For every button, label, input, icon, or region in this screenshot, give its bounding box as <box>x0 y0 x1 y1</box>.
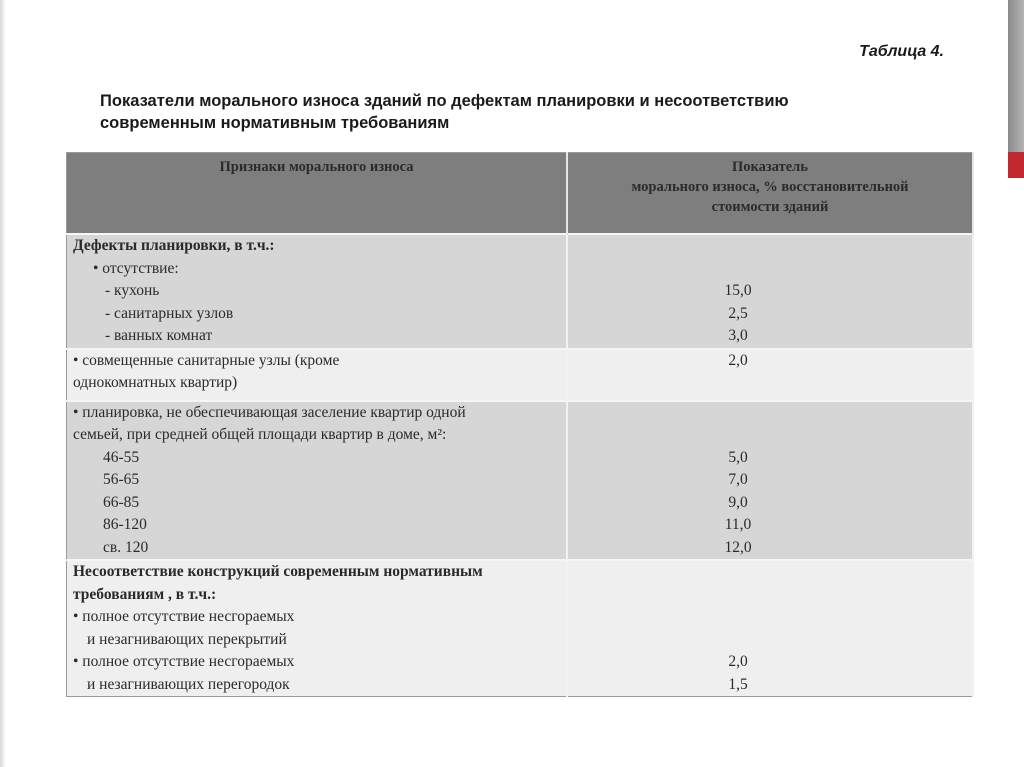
row-construction-noncompliance: Несоответствие конструкций современным нормативным требованиям , в т.ч.: • полное отсутствие несгораемых и незагнивающих перекрытий • полное отсутствие несгораемых и незагнивающих перегородок <box>67 560 568 697</box>
title-line-2: современным нормативным требованиям <box>100 114 450 132</box>
table-row <box>67 234 974 349</box>
accent-bar-red <box>1008 152 1024 178</box>
table-row <box>67 560 974 697</box>
row-planning-defects-values: 15,0 2,5 3,0 <box>567 234 973 349</box>
row-combined-bathrooms-value: 2,0 <box>567 349 973 401</box>
wear-indicators-table <box>66 152 974 697</box>
row-planning-occupancy-values: 5,0 7,0 9,0 11,0 12,0 <box>567 401 973 561</box>
accent-bar-gray <box>1008 0 1024 152</box>
header-indicator: Показатель морального износа, % восстановительной стоимости зданий <box>567 153 973 235</box>
row-construction-noncompliance-values: 2,0 1,5 <box>567 560 973 697</box>
table-row <box>67 349 974 401</box>
table-row <box>67 401 974 561</box>
document-title <box>100 90 980 134</box>
row-planning-occupancy: • планировка, не обеспечивающая заселение квартир одной семьей, при средней общей площади квартир в доме, м²: 46-55 56-65 66-85 86-120 св. 120 <box>67 401 568 561</box>
row-combined-bathrooms: • совмещенные санитарные узлы (кроме однокомнатных квартир) <box>67 349 568 401</box>
table-header-row <box>67 153 974 235</box>
row-planning-defects: Дефекты планировки, в т.ч.: • отсутствие: - кухонь - санитарных узлов - ванных комнат <box>67 234 568 349</box>
table-caption: Таблица 4. <box>859 43 944 60</box>
header-criteria: Признаки морального износа <box>67 153 568 235</box>
slide-left-shadow <box>0 0 6 767</box>
title-line-1: Показатели морального износа зданий по дефектам планировки и несоответствию <box>100 92 789 110</box>
